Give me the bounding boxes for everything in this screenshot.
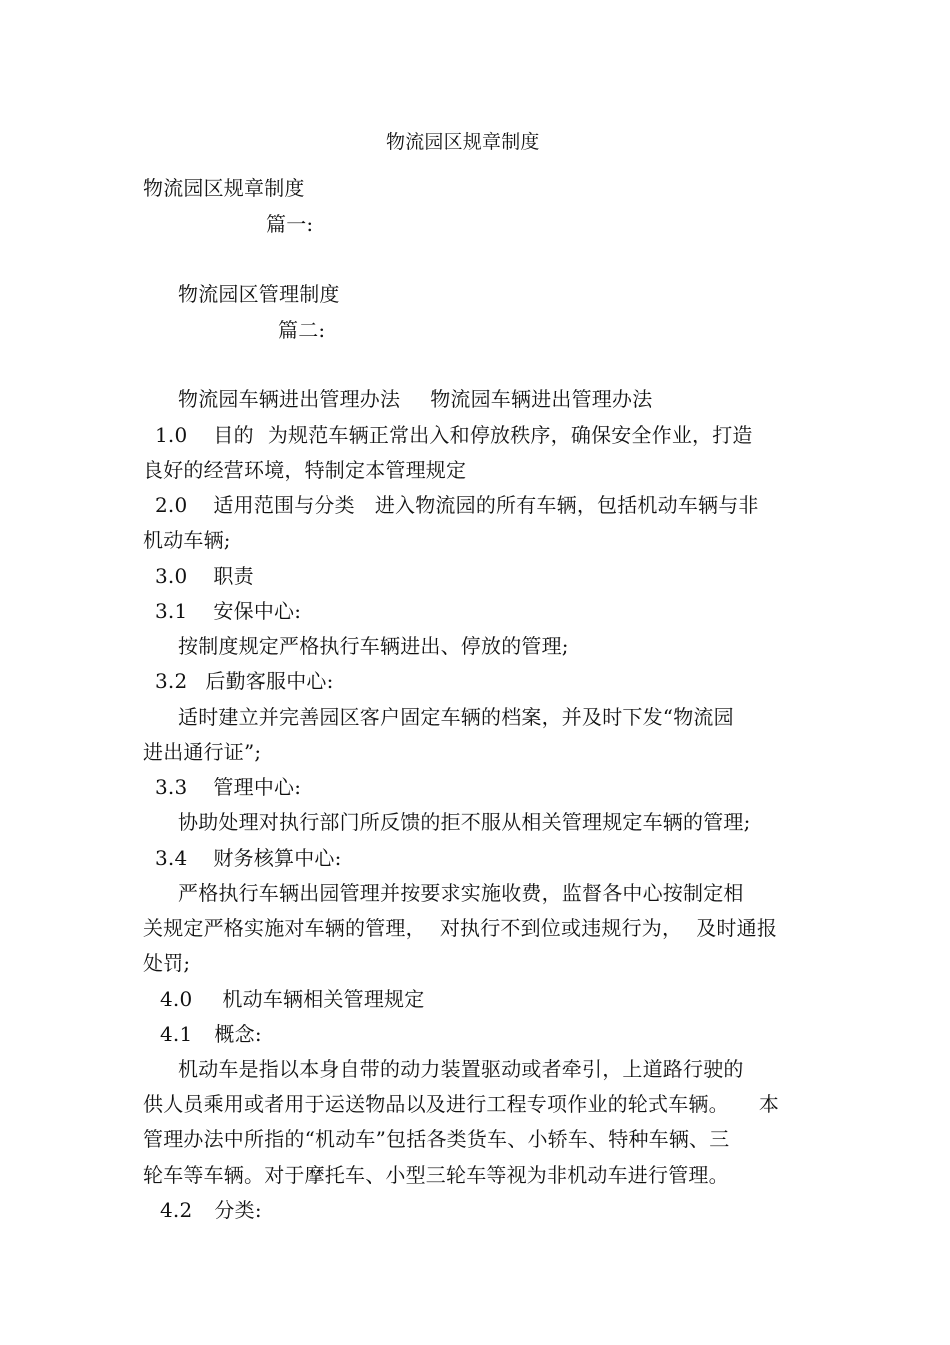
section-3-2-line — [155, 668, 334, 694]
part1-title: 物流园区管理制度 — [178, 282, 340, 306]
text-fragment: 及时通报 — [696, 916, 778, 940]
section-4-1-continuation-1 — [143, 1091, 779, 1117]
section-4-1-continuation-3: 轮车等车辆。对于摩托车、小型三轮车等视为非机动车进行管理。 — [143, 1163, 729, 1187]
section-3-4-continuation-1 — [143, 915, 777, 941]
text-fragment: 供人员乘用或者用于运送物品以及进行工程专项作业的轮式车辆。 — [143, 1092, 729, 1116]
section-3-3-text: 协助处理对执行部门所反馈的拒不服从相关管理规定车辆的管理; — [178, 810, 751, 834]
part2-title-b: 物流园车辆进出管理办法 — [430, 387, 653, 411]
section-4-line — [160, 986, 424, 1012]
document-subtitle: 物流园区规章制度 — [143, 176, 305, 200]
text-fragment: 关规定严格实施对车辆的管理， — [143, 916, 426, 940]
section-heading: 职责 — [213, 564, 254, 588]
section-number: 3.1 — [155, 599, 188, 623]
section-heading: 安保中心: — [213, 599, 302, 623]
section-number: 4.0 — [160, 987, 193, 1011]
section-heading: 管理中心: — [213, 775, 302, 799]
section-heading: 目的 — [213, 423, 254, 447]
text-fragment: 本 — [758, 1092, 780, 1116]
section-number: 1.0 — [155, 423, 188, 447]
section-3-line — [155, 563, 254, 589]
section-3-4-continuation-2: 处罚; — [143, 951, 191, 975]
part2-title-a: 物流园车辆进出管理办法 — [178, 387, 401, 411]
section-3-1-text: 按制度规定严格执行车辆进出、停放的管理; — [178, 634, 569, 658]
section-3-2-text: 适时建立并完善园区客户固定车辆的档案，并及时下发“物流园 — [178, 705, 734, 729]
section-1-continuation: 良好的经营环境，特制定本管理规定 — [143, 458, 467, 482]
section-3-2-continuation: 进出通行证”; — [143, 740, 262, 764]
section-3-4-line — [155, 845, 342, 871]
section-number: 3.2 — [155, 669, 188, 693]
section-number: 2.0 — [155, 493, 188, 517]
part2-label: 篇二: — [278, 318, 326, 342]
section-heading: 适用范围与分类 — [213, 493, 355, 517]
section-heading: 概念: — [214, 1022, 262, 1046]
section-4-1-text: 机动车是指以本身自带的动力装置驱动或者牵引，上道路行驶的 — [178, 1057, 744, 1081]
section-text: 进入物流园的所有车辆，包括机动车辆与非 — [374, 493, 759, 517]
part2-title-line — [178, 386, 652, 412]
document-title: 物流园区规章制度 — [386, 131, 540, 153]
section-text: 为规范车辆正常出入和停放秩序，确保安全作业，打造 — [267, 423, 753, 447]
section-4-1-continuation-2: 管理办法中所指的“机动车”包括各类货车、小轿车、特种车辆、三 — [143, 1127, 730, 1151]
section-2-continuation: 机动车辆; — [143, 528, 231, 552]
section-2-line — [155, 492, 759, 518]
section-1-line — [155, 422, 753, 448]
section-heading: 财务核算中心: — [213, 846, 342, 870]
text-fragment: 对执行不到位或违规行为， — [439, 916, 683, 940]
section-number: 3.4 — [155, 846, 188, 870]
section-heading: 后勤客服中心: — [205, 669, 334, 693]
part1-label: 篇一: — [266, 212, 314, 236]
section-4-2-line — [160, 1197, 262, 1223]
section-3-3-line — [155, 774, 301, 800]
section-number: 3.3 — [155, 775, 188, 799]
section-heading: 分类: — [214, 1198, 262, 1222]
section-number: 4.2 — [160, 1198, 193, 1222]
section-4-1-line — [160, 1021, 262, 1047]
section-3-4-text: 严格执行车辆出园管理并按要求实施收费，监督各中心按制定相 — [178, 881, 744, 905]
section-3-1-line — [155, 598, 301, 624]
section-number: 4.1 — [160, 1022, 193, 1046]
section-number: 3.0 — [155, 564, 188, 588]
section-heading: 机动车辆相关管理规定 — [222, 987, 425, 1011]
